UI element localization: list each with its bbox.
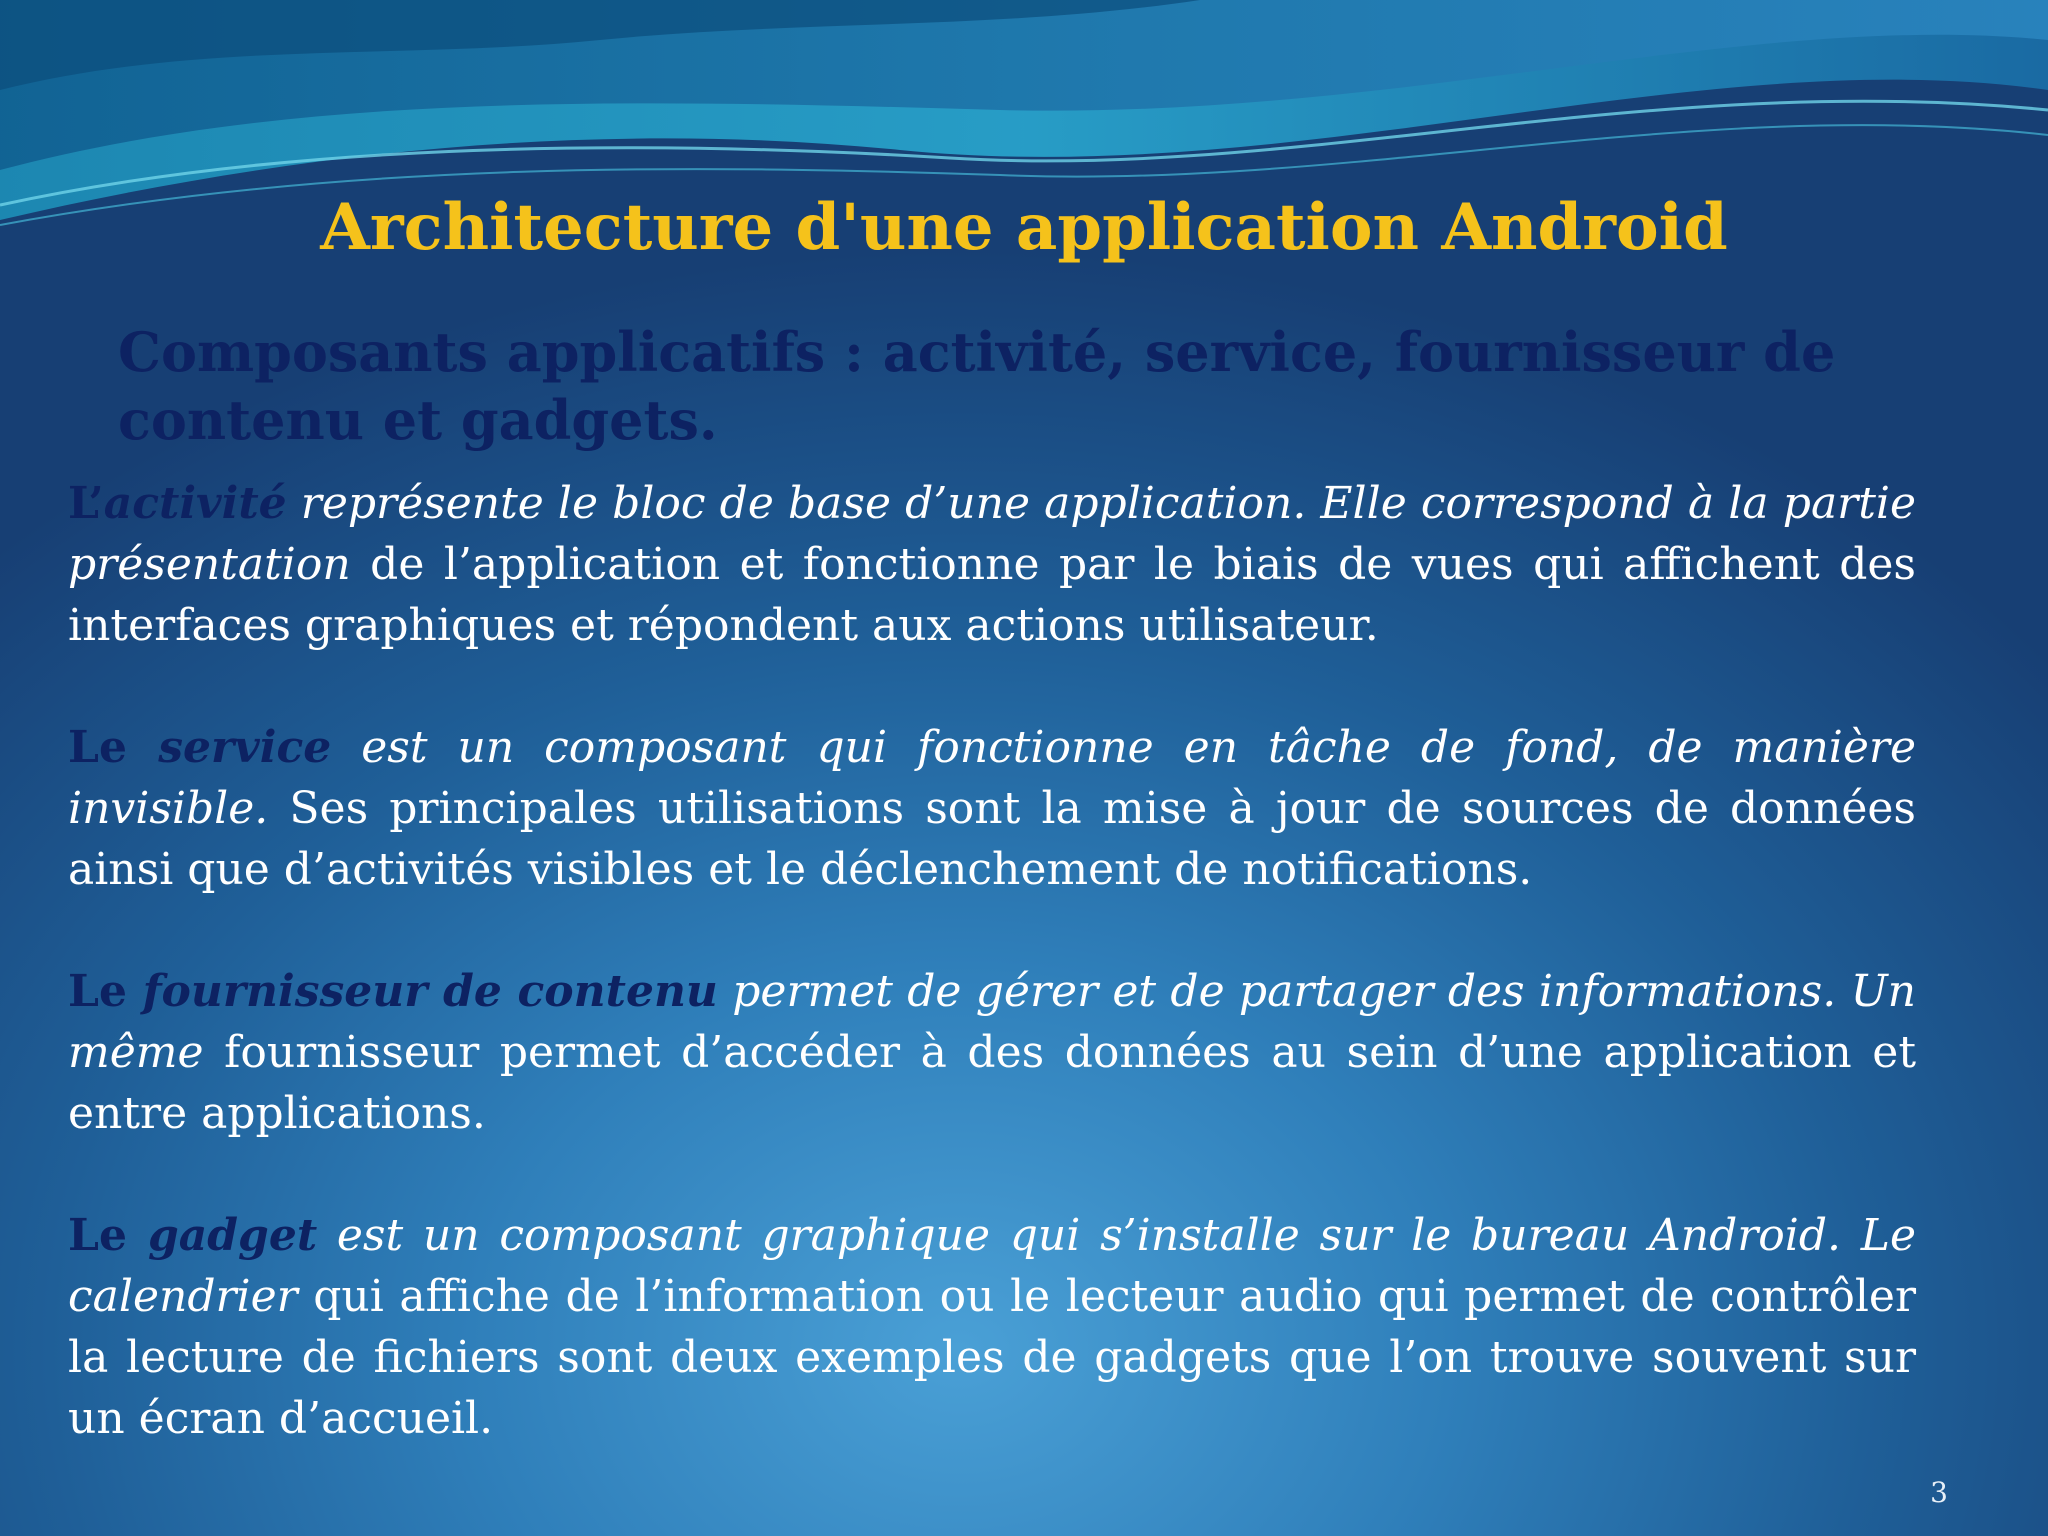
section-text: qui affiche de l’information ou le lecteur audio qui permet de contrôler la lecture de fichiers sont deux exemples de gadgets que l’on trouve souvent sur un écran d’accueil. [68, 1271, 1916, 1444]
section-lead: L’ [68, 478, 104, 529]
section-activite [68, 473, 1916, 656]
section-text: fournisseur permet d’accéder à des données au sein d’une application et entre applications. [68, 1027, 1916, 1139]
section-italic-text: représente le bloc de base d’une application. Elle correspond à la partie présentation [68, 478, 1916, 590]
section-text: de l’application et fonctionne par le biais de vues qui affichent des interfaces graphiques et répondent aux actions utilisateur. [68, 539, 1916, 651]
section-gadget [68, 1205, 1916, 1449]
section-italic-text: est un composant graphique qui s’installe sur le bureau Android. Le calendrier [68, 1210, 1916, 1322]
page-number: 3 [1930, 1476, 1948, 1509]
section-term: activité [103, 478, 287, 529]
section-italic-text: est un composant qui fonctionne en tâche de fond, de manière invisible. [68, 722, 1916, 834]
section-italic-text: permet de gérer et de partager des informations. Un même [68, 966, 1916, 1078]
section-text: Ses principales utilisations sont la mise à jour de sources de données ainsi que d’activités visibles et le déclenchement de notifications. [68, 783, 1916, 895]
section-lead: Le [68, 1210, 149, 1261]
section-term: service [158, 722, 332, 773]
slide-body [68, 473, 1916, 1510]
section-lead: Le [68, 966, 143, 1017]
section-service [68, 717, 1916, 900]
slide-title: Architecture d'une application Android [320, 190, 1728, 265]
section-lead: Le [68, 722, 159, 773]
slide-subtitle: Composants applicatifs : activité, service, fournisseur de contenu et gadgets. [118, 320, 1836, 452]
section-term: gadget [148, 1210, 318, 1261]
section-fournisseur [68, 961, 1916, 1144]
section-term: fournisseur de contenu [142, 966, 718, 1017]
